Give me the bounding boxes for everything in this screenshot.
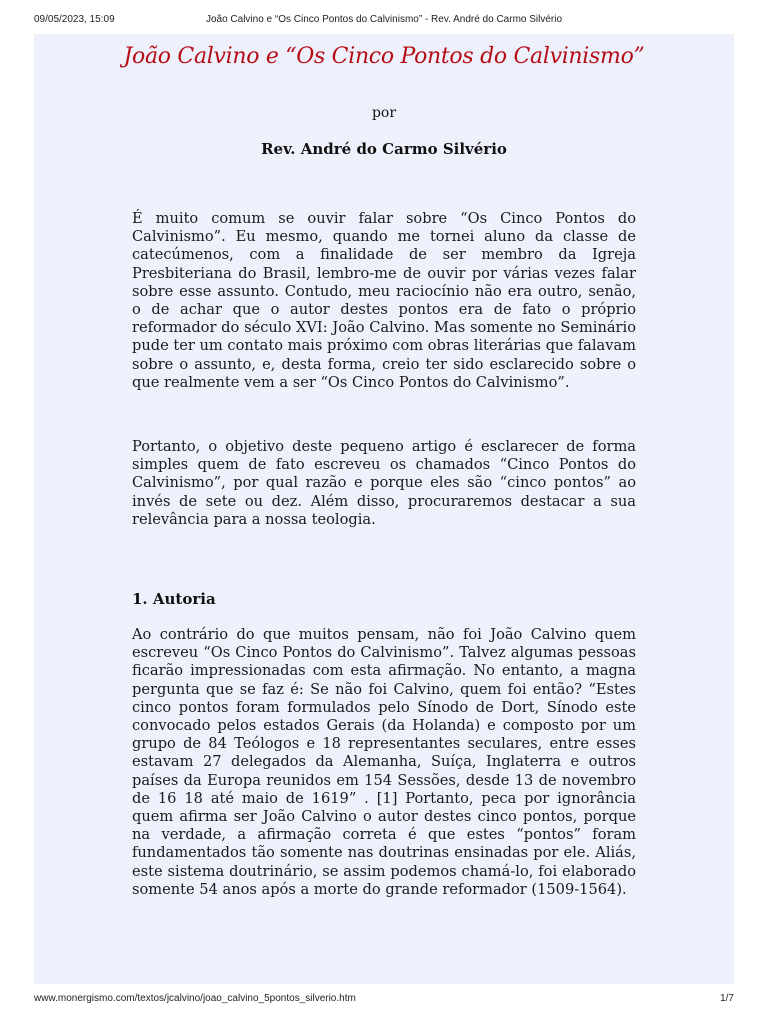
page-number: 1/7 bbox=[720, 993, 734, 1004]
print-page-title: João Calvino e “Os Cinco Pontos do Calvinismo” - Rev. André do Carmo Silvério bbox=[205, 14, 563, 25]
byline: por bbox=[371, 105, 397, 121]
print-header bbox=[34, 14, 734, 30]
author-name: Rev. André do Carmo Silvério bbox=[261, 140, 507, 158]
source-url[interactable]: www.monergismo.com/textos/jcalvino/joao_calvino_5pontos_silverio.htm bbox=[34, 993, 356, 1004]
document-page bbox=[34, 34, 734, 984]
intro-paragraph-2: Portanto, o objetivo deste pequeno artigo é esclarecer de forma simples quem de fato escreveu os chamados “Cinco Pontos do Calvinismo”, por qual razão e porque eles são “cinco pontos” ao invés de sete ou dez. Além disso, procuraremos destacar a sua relevância para a nossa teologia. bbox=[132, 438, 636, 528]
intro-paragraph-1: É muito comum se ouvir falar sobre “Os Cinco Pontos do Calvinismo”. Eu mesmo, quando me tornei aluno da classe de catecúmenos, com a finalidade de ser membro da Igreja Presbiteriana do Brasil, lembro-me de ouvir por várias vezes falar sobre esse assunto. Contudo, meu raciocínio não era outro, senão, o de achar que o autor destes pontos era de fato o próprio reformador do século XVI: João Calvino. Mas somente no Seminário pude ter um contato mais próximo com obras literárias que falavam sobre o assunto, e, desta forma, creio ter sido esclarecido sobre o que realmente vem a ser “Os Cinco Pontos do Calvinismo”. bbox=[132, 210, 636, 391]
section-paragraph-autoria: Ao contrário do que muitos pensam, não foi João Calvino quem escreveu “Os Cinco Pontos do Calvinismo”. Talvez algumas pessoas ficarão impressionadas com esta afirmação. No entanto, a magna pergunta que se faz é: Se não foi Calvino, quem foi então? “Estes cinco pontos foram formulados pelo Sínodo de Dort, Sínodo este convocado pelos estados Gerais (da Holanda) e composto por um grupo de 84 Teólogos e 18 representantes seculares, entre esses estavam 27 delegados da Alemanha, Suíça, Inglaterra e outros países da Europa reunidos em 154 Sessões, desde 13 de novembro de 16 18 até maio de 1619” . [1] Portanto, peca por ignorância quem afirma ser João Calvino o autor destes cinco pontos, porque na verdade, a afirmação correta é que estes “pontos” foram fundamentados tão somente nas doutrinas ensinadas por ele. Aliás, este sistema doutrinário, se assim podemos chamá-lo, foi elaborado somente 54 anos após a morte do grande reformador (1509-1564). bbox=[132, 626, 636, 898]
print-footer bbox=[34, 993, 734, 1009]
print-datetime: 09/05/2023, 15:09 bbox=[34, 14, 115, 25]
document-title: João Calvino e “Os Cinco Pontos do Calvinismo” bbox=[123, 44, 645, 69]
section-heading-autoria: 1. Autoria bbox=[132, 590, 216, 608]
